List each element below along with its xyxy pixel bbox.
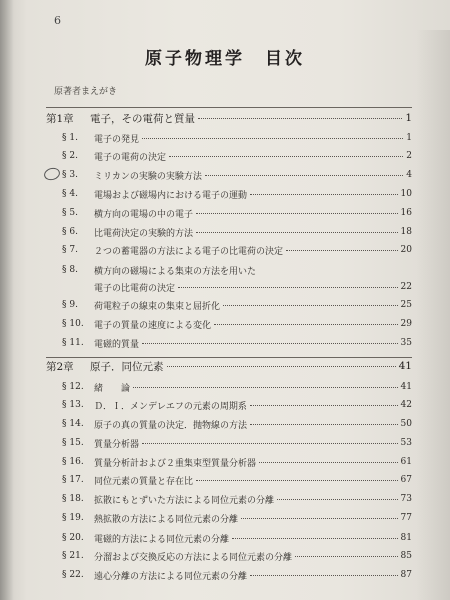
toc-section-number: § 8. (62, 265, 78, 275)
toc-section-number: § 3. (62, 170, 78, 180)
toc-section-row (0, 204, 450, 222)
toc-section-number: § 21. (62, 551, 84, 561)
toc-chapter-row (0, 357, 450, 375)
toc-page-number: 73 (400, 494, 412, 504)
toc-entry-title: 電場および磁場内における電子の運動 (94, 190, 248, 201)
toc-section-number: § 4. (62, 189, 78, 199)
toc-section-row (0, 334, 450, 352)
toc-leader-dots (196, 213, 398, 214)
toc-leader-dots (241, 518, 398, 519)
toc-section-number: § 20. (62, 533, 84, 543)
toc-section-row (0, 471, 450, 489)
page-number: 6 (54, 14, 61, 27)
toc-entry-title: 電子の比電荷の決定 (94, 283, 176, 294)
toc-entry-title: 電磁的質量 (94, 339, 140, 350)
toc-page-number: 1 (406, 133, 412, 143)
toc-page-number: 10 (400, 189, 412, 199)
toc-entry-title: 荷電粒子の線束の集束と屈折化 (94, 301, 221, 312)
toc-leader-dots (250, 424, 398, 425)
toc-leader-dots (223, 305, 398, 306)
toc-entry-title: 電子の発見 (94, 134, 140, 145)
toc-leader-dots (250, 575, 398, 576)
toc-section-number: § 1. (62, 133, 78, 143)
toc-leader-dots (286, 250, 398, 251)
toc-section-row (0, 166, 450, 184)
toc-entry-title: 熱拡散の方法による同位元素の分離 (94, 514, 239, 525)
toc-leader-dots (250, 194, 398, 195)
toc-leader-dots (295, 556, 398, 557)
toc-section-number: 第2章 (46, 360, 74, 373)
toc-section-number: § 22. (62, 570, 84, 580)
toc-leader-dots (169, 156, 403, 157)
toc-section-number: § 5. (62, 208, 78, 218)
toc-section-row (0, 434, 450, 452)
toc-section-number: § 7. (62, 245, 78, 255)
toc-leader-dots (142, 138, 403, 139)
toc-section-row (0, 490, 450, 508)
toc-entry-title: 遠心分離の方法による同位元素の分離 (94, 571, 248, 582)
toc-entry-title: ２つの蓄電器の方法による電子の比電荷の決定 (94, 246, 284, 257)
toc-section-number: § 11. (62, 338, 84, 348)
toc-entry-title: 横方向の電場の中の電子 (94, 209, 194, 220)
toc-page-number: 77 (400, 513, 412, 523)
toc-page-number: 67 (400, 475, 412, 485)
toc-page-number: 41 (400, 382, 412, 392)
toc-page-number: 1 (405, 112, 412, 124)
toc-page-number: 29 (400, 319, 412, 329)
toc-page-number: 4 (406, 170, 412, 180)
toc-section-row (0, 147, 450, 165)
toc-section-row (0, 223, 450, 241)
toc-page-number: 18 (400, 227, 412, 237)
toc-section-row (0, 261, 450, 279)
toc-leader-dots (167, 366, 396, 367)
toc-leader-dots (196, 232, 398, 233)
toc-entry-title: ミリカンの実験の実験方法 (94, 171, 202, 182)
toc-section-number: § 9. (62, 300, 78, 310)
toc-section-row (0, 378, 450, 396)
toc-page-number: 50 (400, 419, 412, 429)
toc-leader-dots (142, 443, 398, 444)
toc-page-number: 85 (400, 551, 412, 561)
toc-section-number: § 10. (62, 319, 84, 329)
toc-section-row (0, 396, 450, 414)
toc-section-row (0, 566, 450, 584)
toc-section-row (0, 185, 450, 203)
toc-entry-title: 電子，その電荷と質量 (90, 112, 195, 125)
toc-leader-dots (133, 387, 398, 388)
toc-page-number: 2 (406, 151, 412, 161)
toc-section-row (0, 547, 450, 565)
toc-section-row (0, 129, 450, 147)
toc-entry-title: 同位元素の質量と存在比 (94, 476, 194, 487)
toc-page-number: 53 (400, 438, 412, 448)
toc-entry-title: 電子の電荷の決定 (94, 152, 167, 163)
preface-entry: 原著者まえがき (54, 87, 118, 97)
toc-section-number: § 15. (62, 438, 84, 448)
toc-page-number: 25 (400, 300, 412, 310)
toc-section-number: § 17. (62, 475, 84, 485)
toc-entry-title: 質量分析器 (94, 439, 140, 450)
toc-section-row (0, 529, 450, 547)
toc-leader-dots (198, 118, 402, 119)
toc-section-row (0, 315, 450, 333)
toc-entry-title: 拡散にもとずいた方法による同位元素の分離 (94, 495, 275, 506)
toc-chapter-row (0, 109, 450, 127)
toc-leader-dots (277, 499, 398, 500)
toc-leader-dots (178, 287, 398, 288)
toc-entry-title: 比電荷決定の実験的方法 (94, 228, 194, 239)
toc-page-number: 81 (400, 533, 412, 543)
toc-leader-dots (232, 538, 398, 539)
toc-section-number: § 18. (62, 494, 84, 504)
toc-entry-title: 質量分析計および２重集束型質量分析器 (94, 458, 257, 469)
toc-section-row (0, 278, 450, 296)
toc-leader-dots (205, 175, 403, 176)
toc-leader-dots (259, 462, 398, 463)
toc-section-number: § 2. (62, 151, 78, 161)
toc-page-number: 22 (400, 282, 412, 292)
toc-entry-title: Ｄ．Ｉ．メンデレエフの元素の周期系 (94, 401, 247, 412)
toc-leader-dots (196, 480, 398, 481)
toc-page-number: 87 (400, 570, 412, 580)
toc-entry-title: 原子．同位元素 (90, 360, 164, 373)
toc-leader-dots (214, 324, 398, 325)
toc-section-number: § 19. (62, 513, 84, 523)
toc-section-number: § 14. (62, 419, 84, 429)
toc-entry-title: 横方向の磁場による集束の方法を用いた (94, 266, 257, 277)
toc-section-number: § 16. (62, 457, 84, 467)
toc-entry-title: 電子の質量の速度による変化 (94, 320, 212, 331)
page-title: 原子物理学 目次 (145, 49, 305, 69)
toc-section-row (0, 509, 450, 527)
toc-page-number: 20 (400, 245, 412, 255)
toc-entry-title: 分溜および交換反応の方法による同位元素の分離 (94, 552, 293, 563)
toc-page-number: 61 (400, 457, 412, 467)
toc-section-number: 第1章 (46, 112, 74, 125)
toc-page-number: 42 (400, 400, 412, 410)
toc-section-row (0, 415, 450, 433)
toc-leader-dots (142, 343, 398, 344)
toc-entry-title: 原子の真の質量の決定．抛物線の方法 (94, 420, 248, 431)
toc-page-number: 41 (398, 360, 412, 372)
toc-leader-dots (250, 405, 398, 406)
toc-page-number: 35 (400, 338, 412, 348)
toc-section-number: § 6. (62, 227, 78, 237)
toc-section-number: § 12. (62, 382, 84, 392)
toc-section-row (0, 241, 450, 259)
toc-entry-title: 電磁的方法による同位元素の分離 (94, 534, 230, 545)
toc-section-number: § 13. (62, 400, 84, 410)
toc-section-row (0, 296, 450, 314)
toc-section-row (0, 453, 450, 471)
toc-entry-title: 緒 論 (94, 383, 131, 394)
toc-page-number: 16 (400, 208, 412, 218)
